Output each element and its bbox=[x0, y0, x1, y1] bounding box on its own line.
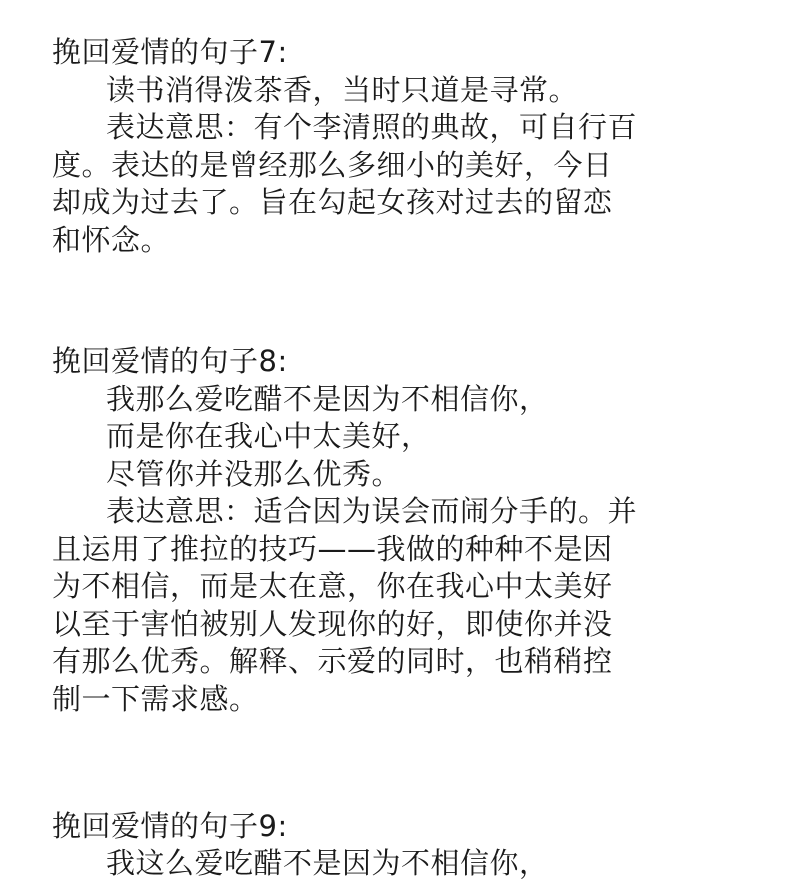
sentence-section-9 bbox=[52, 808, 762, 846]
explanation-line: 为不相信，而是太在意，你在我心中太美好 bbox=[52, 569, 613, 603]
quote-line: 读书消得泼茶香，当时只道是寻常。 bbox=[106, 72, 579, 107]
quote-line: 而是你在我心中太美好， bbox=[106, 419, 431, 453]
explanation-line: 表达意思：有个李清照的典故，可自行百 bbox=[106, 110, 638, 144]
explanation-line: 且运用了推拉的技巧——我做的种种不是因 bbox=[52, 531, 613, 566]
explanation-line: 制一下需求感。 bbox=[52, 681, 259, 716]
quote-line-cut-off: 我这么爱吃醋不是因为不相信你， bbox=[106, 846, 549, 880]
explanation-line: 却成为过去了。旨在勾起女孩对过去的留恋 bbox=[52, 185, 613, 219]
explanation-line: 以至于害怕被别人发现你的好，即使你并没 bbox=[52, 606, 613, 641]
section-heading: 挽回爱情的句子8: bbox=[52, 344, 288, 378]
explanation-line: 和怀念。 bbox=[52, 222, 171, 257]
explanation-line: 有那么优秀。解释、示爱的同时，也稍稍控 bbox=[52, 644, 613, 678]
sentence-section-8 bbox=[52, 343, 762, 718]
explanation-line: 表达意思：适合因为误会而闹分手的。并 bbox=[106, 494, 638, 528]
quote-line: 尽管你并没那么优秀。 bbox=[106, 456, 402, 491]
section-heading: 挽回爱情的句子9: bbox=[52, 809, 288, 843]
section-heading: 挽回爱情的句子7: bbox=[52, 35, 288, 69]
explanation-line: 度。表达的是曾经那么多细小的美好，今日 bbox=[52, 147, 613, 182]
quote-line: 我那么爱吃醋不是因为不相信你， bbox=[106, 381, 549, 416]
sentence-section-7 bbox=[52, 34, 762, 259]
